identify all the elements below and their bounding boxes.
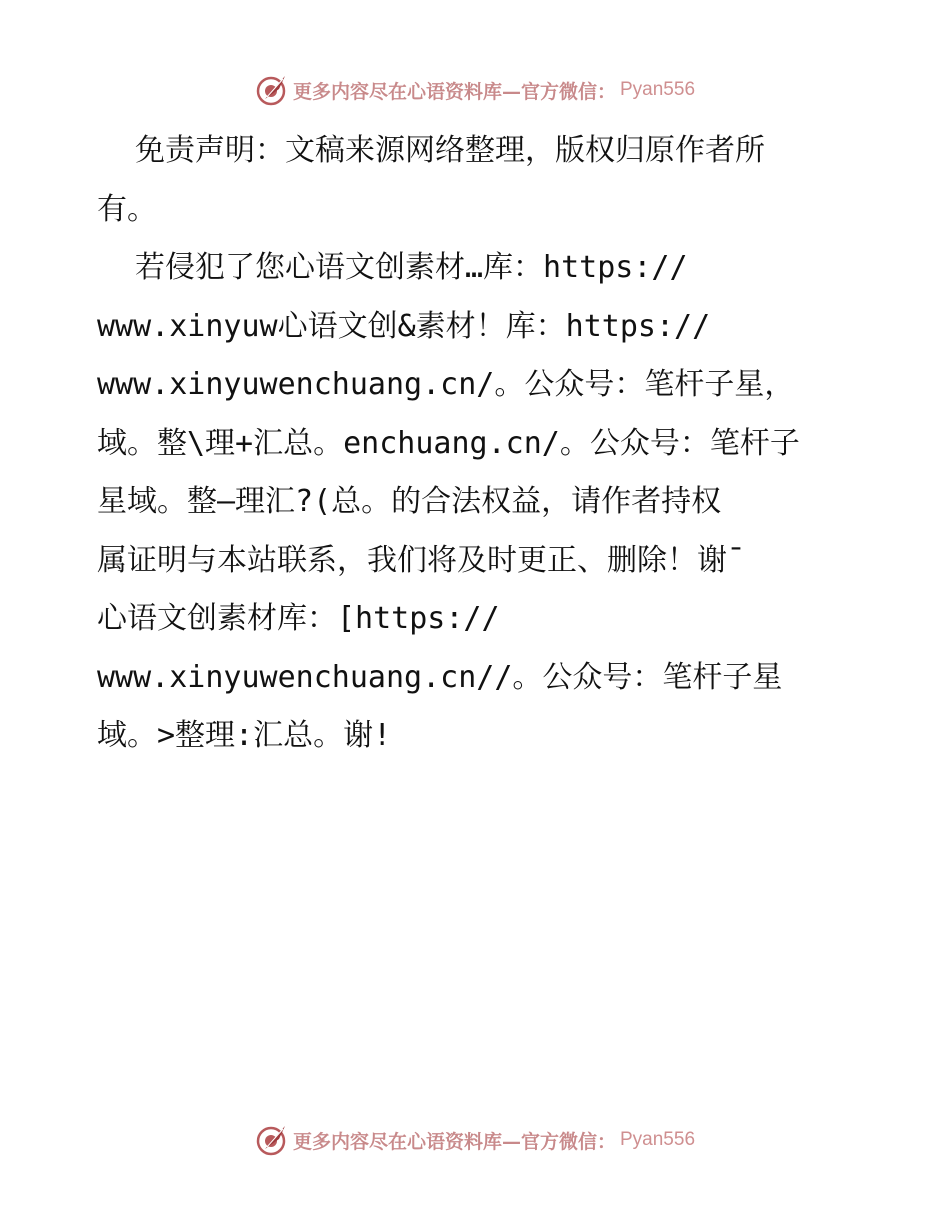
text-line: www.xinyuwenchuang.cn//。公众号：笔杆子星 <box>97 659 783 695</box>
text-line: 星域。整—理汇?(总。的合法权益，请作者持权 <box>97 484 722 519</box>
text-line: www.xinyuwenchuang.cn/。公众号：笔杆子星， <box>97 367 795 402</box>
watermark-wechat-id: Pyan556 <box>620 79 696 100</box>
text-line: 免责声明：文稿来源网络整理，版权归原作者所 <box>135 133 765 168</box>
header-watermark <box>0 70 950 110</box>
quill-pen-icon <box>255 73 289 107</box>
text-line: 心语文创素材库：[https:// <box>97 601 500 636</box>
watermark-wechat-id: Pyan556 <box>620 1129 696 1150</box>
disclaimer-text <box>97 122 857 766</box>
text-line: 若侵犯了您心语文创素材…库：https:// <box>135 250 688 285</box>
text-line: 属证明与本站联系，我们将及时更正、删除！谢¯ <box>97 542 746 578</box>
text-line: 域。整\理+汇总。enchuang.cn/。公众号：笔杆子 <box>97 425 800 461</box>
text-line: 域。>整理:汇总。谢! <box>97 718 392 753</box>
quill-pen-icon <box>255 1123 289 1157</box>
footer-watermark <box>0 1120 950 1160</box>
watermark-text: 更多内容尽在心语资料库—官方微信： <box>292 1130 616 1153</box>
text-line: 有。 <box>97 191 157 227</box>
text-line: www.xinyuw心语文创&素材！库：https:// <box>97 308 711 344</box>
watermark-text: 更多内容尽在心语资料库—官方微信： <box>292 80 616 103</box>
